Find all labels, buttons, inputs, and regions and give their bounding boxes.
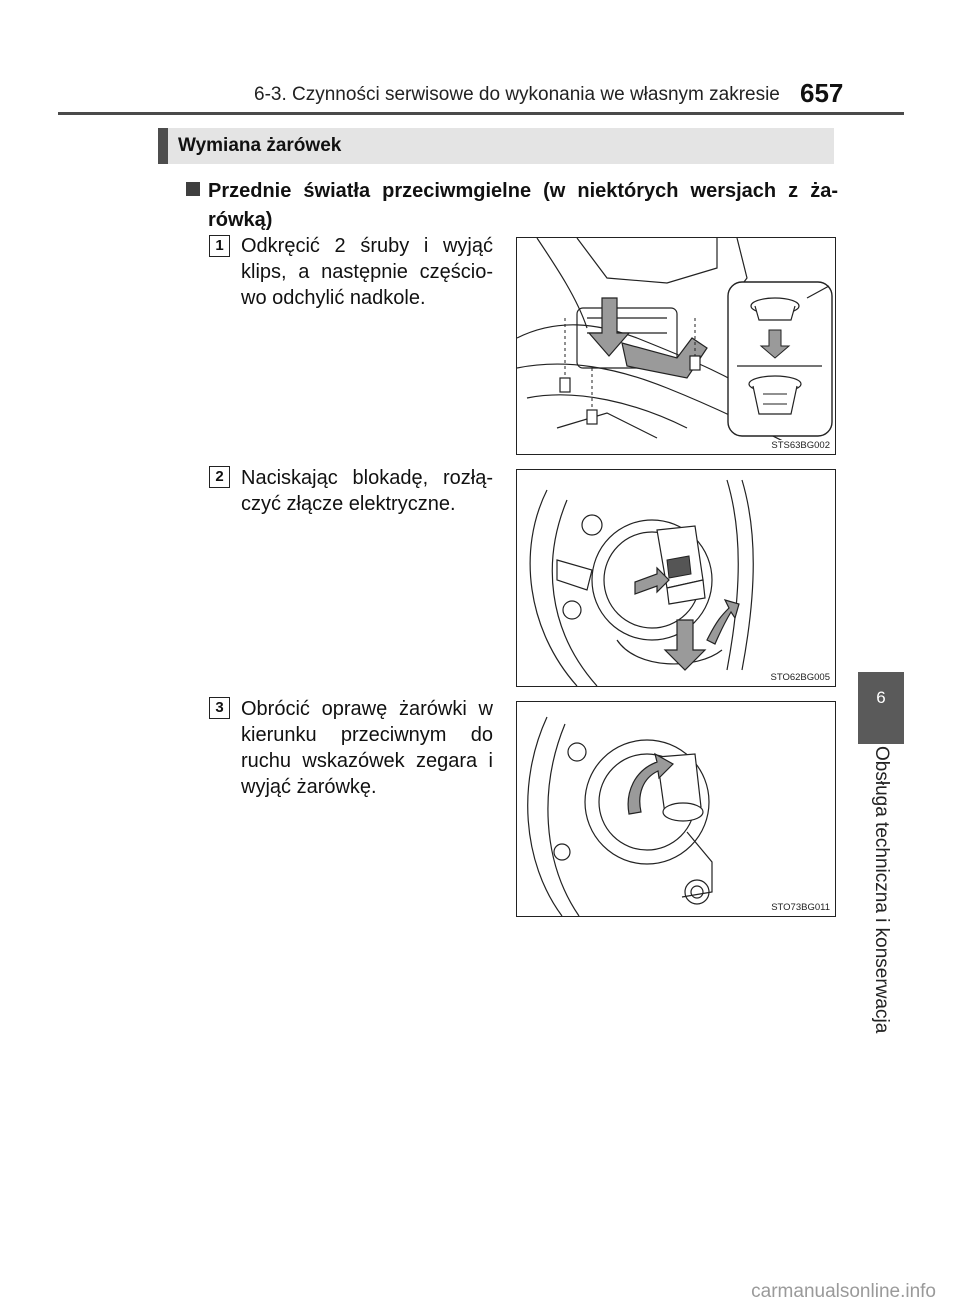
step-text-3: Obrócić oprawę żarówki w kierunku przeciwnym do ruchu wskazówek zegara i wyjąć żarówkę. [241, 698, 493, 798]
step-number-2: 2 [209, 466, 230, 488]
fog-lamp-connector-illustration [517, 470, 835, 686]
chapter-tab [858, 672, 904, 744]
step-number-1: 1 [209, 235, 230, 257]
fender-liner-illustration [517, 238, 835, 454]
square-bullet-icon [186, 182, 200, 196]
running-header-title: 6-3. Czynności serwisowe do wykonania we własnym zakresie [254, 84, 780, 105]
header-rule [58, 112, 904, 115]
watermark: carmanualsonline.info [751, 1281, 936, 1302]
figure-code-3: STO73BG011 [771, 902, 830, 913]
chapter-number: 6 [876, 688, 886, 707]
chapter-title-vertical: Obsługa techniczna i konserwacja [871, 746, 892, 1034]
step-text-2: Naciskając blokadę, rozłą-czyć złącze elektryczne. [241, 467, 493, 515]
page-number: 657 [800, 78, 844, 108]
figure-step-2 [516, 469, 836, 687]
figure-code-2: STO62BG005 [770, 672, 830, 683]
step-number-3: 3 [209, 697, 230, 719]
figure-step-1 [516, 237, 836, 455]
section-title-bar [158, 128, 834, 164]
subsection-heading: Przednie światła przeciwmgielne (w niektórych wersjach z ża-rówką) [208, 180, 838, 231]
figure-code-1: STS63BG002 [771, 440, 830, 451]
section-accent [158, 128, 168, 164]
step-text-1: Odkręcić 2 śruby i wyjąć klips, a następnie częścio-wo odchylić nadkole. [241, 235, 493, 309]
figure-step-3 [516, 701, 836, 917]
section-title: Wymiana żarówek [178, 135, 342, 156]
bulb-removal-illustration [517, 702, 835, 916]
